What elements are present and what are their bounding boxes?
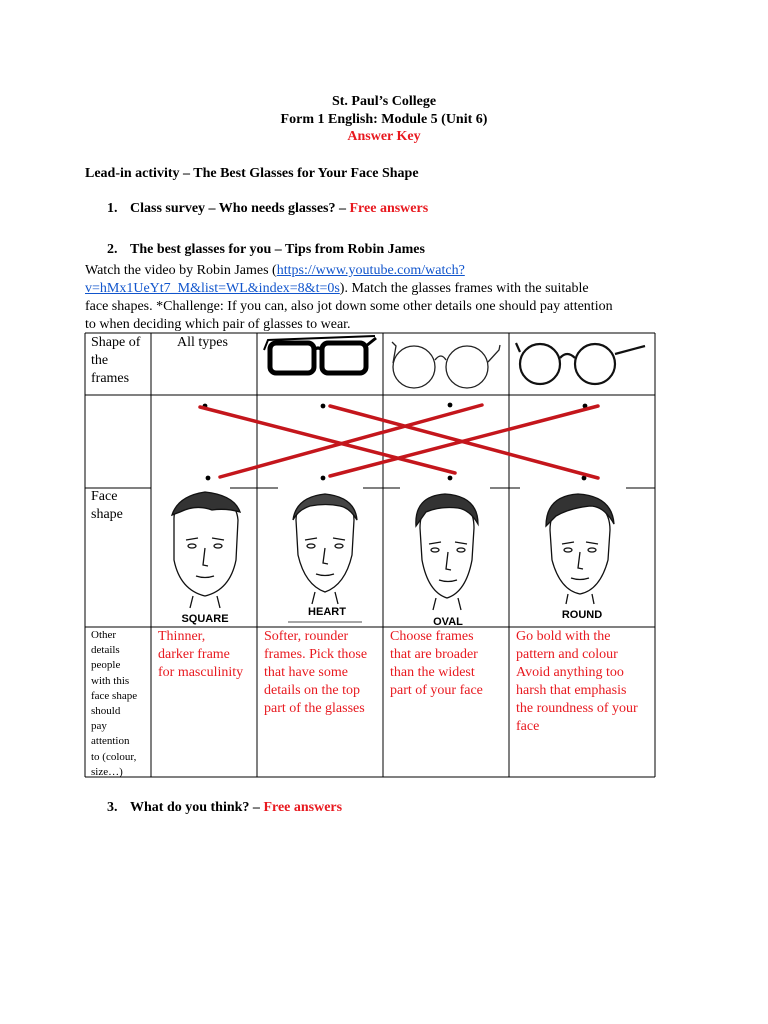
q3-text: What do you think? – (130, 800, 264, 815)
details-oval: Choose frames that are broader than the widest part of your face (390, 629, 483, 698)
q3-answer: Free answers (263, 800, 343, 815)
face-label-round: ROUND (561, 609, 603, 621)
details-heart: Softer, rounder frames. Pick those that have some details on the top part of the glasses (264, 629, 368, 716)
q3-line (130, 800, 342, 816)
q1-answer: Free answers (349, 201, 429, 216)
all-types-label: All types (177, 335, 228, 350)
intro-line3: face shapes. *Challenge: If you can, also jot down some other details one should pay attention (85, 299, 613, 314)
answer-lines (200, 405, 598, 478)
q1-number: 1. (107, 201, 118, 216)
row-header-face-shape: Face shape (91, 489, 123, 522)
q2-number: 2. (107, 242, 118, 257)
row-header-other-details: Other details people with this face shape should pay attention to (colour, size…) (91, 629, 138, 778)
face-label-oval: OVAL (433, 616, 463, 628)
video-link-part2[interactable]: v=hMx1UeYt7_M&list=WL&index=8&t=0s (85, 281, 340, 296)
face-round-icon (546, 494, 614, 604)
row-header-frames: Shape of the frames (91, 335, 141, 386)
course-title: Form 1 English: Module 5 (Unit 6) (280, 112, 488, 127)
bottom-dot-square (206, 476, 211, 481)
face-label-square: SQUARE (181, 613, 229, 625)
q2-title: The best glasses for you – Tips from Robin James (130, 242, 425, 257)
top-dot-round-thin-glasses (448, 403, 453, 408)
round-thin-glasses-icon (392, 342, 500, 388)
bottom-dot-oval (448, 476, 453, 481)
q1-text: Class survey – Who needs glasses? – (130, 201, 350, 216)
video-link-part1[interactable]: https://www.youtube.com/watch? (276, 263, 465, 278)
school-name: St. Paul’s College (331, 94, 437, 109)
rectangular-glasses-icon (264, 336, 376, 373)
details-round: Go bold with the pattern and colour Avoid anything too harsh that emphasis the roundness of your face (516, 629, 638, 734)
face-heart-icon (293, 494, 357, 604)
top-dot-rect-glasses (321, 404, 326, 409)
face-label-heart: HEART (308, 606, 346, 618)
face-square-icon (172, 492, 240, 608)
intro-before-link: Watch the video by Robin James ( (85, 263, 277, 278)
details-square: Thinner, darker frame for masculinity (158, 629, 244, 680)
round-wire-glasses-icon (516, 343, 645, 384)
intro-after-link: ). Match the glasses frames with the suitable (339, 281, 589, 296)
answer-key-label: Answer Key (347, 129, 421, 144)
match-dots (203, 403, 588, 481)
face-oval-icon (416, 494, 478, 610)
lead-in-title: Lead-in activity – The Best Glasses for Your Face Shape (85, 166, 419, 181)
match-line-all-types-oval (200, 407, 455, 473)
match-line-rect-square (220, 405, 482, 477)
q3-number: 3. (107, 800, 118, 815)
intro-line4: to when deciding which pair of glasses to wear. (85, 317, 351, 332)
bottom-dot-heart (321, 476, 326, 481)
